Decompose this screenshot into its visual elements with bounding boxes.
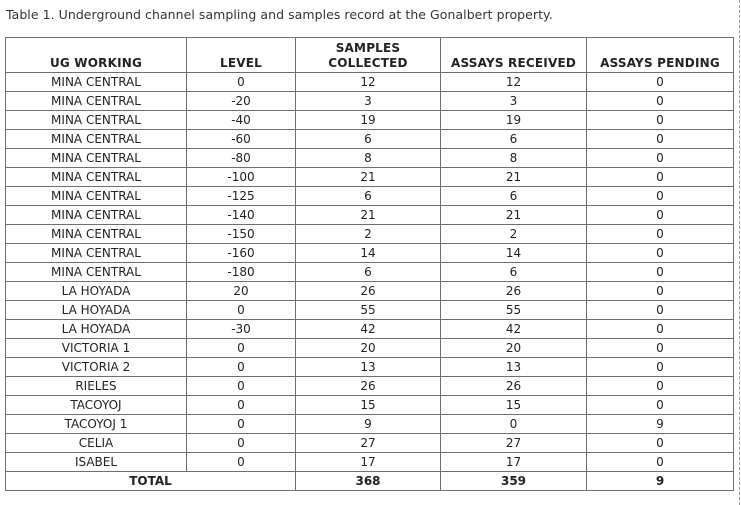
cell-ug-working: MINA CENTRAL <box>6 92 187 111</box>
cell-assays-pending: 0 <box>587 377 734 396</box>
cell-assays-pending: 0 <box>587 320 734 339</box>
cell-samples-collected: 9 <box>296 415 441 434</box>
cell-assays-received: 15 <box>441 396 587 415</box>
header-ug-working: UG WORKING <box>6 38 187 73</box>
total-pending: 9 <box>587 472 734 491</box>
cell-ug-working: MINA CENTRAL <box>6 73 187 92</box>
cell-level: 20 <box>187 282 296 301</box>
table-row <box>6 92 734 111</box>
cell-assays-pending: 0 <box>587 263 734 282</box>
header-level: LEVEL <box>187 38 296 73</box>
cell-assays-pending: 0 <box>587 358 734 377</box>
table-row <box>6 263 734 282</box>
cell-ug-working: VICTORIA 1 <box>6 339 187 358</box>
cell-level: -160 <box>187 244 296 263</box>
cell-samples-collected: 2 <box>296 225 441 244</box>
cell-samples-collected: 27 <box>296 434 441 453</box>
table-row <box>6 244 734 263</box>
cell-ug-working: MINA CENTRAL <box>6 225 187 244</box>
cell-assays-pending: 0 <box>587 244 734 263</box>
cell-ug-working: MINA CENTRAL <box>6 263 187 282</box>
cell-samples-collected: 3 <box>296 92 441 111</box>
cell-assays-received: 21 <box>441 206 587 225</box>
samples-table <box>5 37 734 491</box>
table-row <box>6 206 734 225</box>
cell-assays-received: 14 <box>441 244 587 263</box>
cell-assays-received: 2 <box>441 225 587 244</box>
cell-assays-pending: 0 <box>587 130 734 149</box>
cell-samples-collected: 55 <box>296 301 441 320</box>
cell-assays-received: 27 <box>441 434 587 453</box>
cell-level: -60 <box>187 130 296 149</box>
cell-ug-working: MINA CENTRAL <box>6 187 187 206</box>
header-samples-collected <box>296 38 441 73</box>
cell-assays-pending: 0 <box>587 301 734 320</box>
cell-assays-pending: 0 <box>587 206 734 225</box>
cell-level: 0 <box>187 301 296 320</box>
table-row <box>6 396 734 415</box>
cell-assays-pending: 0 <box>587 339 734 358</box>
cell-assays-received: 21 <box>441 168 587 187</box>
cell-samples-collected: 8 <box>296 149 441 168</box>
cell-assays-received: 3 <box>441 92 587 111</box>
table-row <box>6 358 734 377</box>
cell-assays-received: 0 <box>441 415 587 434</box>
header-row <box>6 38 734 73</box>
cell-assays-pending: 0 <box>587 434 734 453</box>
cell-assays-received: 20 <box>441 339 587 358</box>
cell-samples-collected: 26 <box>296 282 441 301</box>
cell-assays-received: 17 <box>441 453 587 472</box>
header-samples-line2: COLLECTED <box>328 56 408 70</box>
table-row <box>6 130 734 149</box>
table-row <box>6 149 734 168</box>
table-row <box>6 73 734 92</box>
cell-level: -30 <box>187 320 296 339</box>
cell-ug-working: MINA CENTRAL <box>6 244 187 263</box>
cell-assays-received: 6 <box>441 263 587 282</box>
cell-level: 0 <box>187 415 296 434</box>
cell-ug-working: MINA CENTRAL <box>6 206 187 225</box>
cell-level: 0 <box>187 453 296 472</box>
cell-assays-received: 55 <box>441 301 587 320</box>
total-received: 359 <box>441 472 587 491</box>
cell-assays-received: 13 <box>441 358 587 377</box>
cell-level: 0 <box>187 73 296 92</box>
cell-level: -80 <box>187 149 296 168</box>
cell-level: -125 <box>187 187 296 206</box>
cell-level: -180 <box>187 263 296 282</box>
cell-samples-collected: 12 <box>296 73 441 92</box>
cell-ug-working: MINA CENTRAL <box>6 168 187 187</box>
cell-assays-pending: 0 <box>587 149 734 168</box>
table-row <box>6 111 734 130</box>
cell-ug-working: TACOYOJ <box>6 396 187 415</box>
table-row <box>6 415 734 434</box>
table-row <box>6 377 734 396</box>
cell-ug-working: LA HOYADA <box>6 301 187 320</box>
cell-ug-working: MINA CENTRAL <box>6 111 187 130</box>
table-row <box>6 320 734 339</box>
cell-samples-collected: 14 <box>296 244 441 263</box>
cell-samples-collected: 21 <box>296 206 441 225</box>
cell-samples-collected: 13 <box>296 358 441 377</box>
total-collected: 368 <box>296 472 441 491</box>
cell-samples-collected: 6 <box>296 130 441 149</box>
cell-level: -100 <box>187 168 296 187</box>
cell-level: 0 <box>187 396 296 415</box>
header-assays-received: ASSAYS RECEIVED <box>441 38 587 73</box>
cell-level: -140 <box>187 206 296 225</box>
total-row <box>6 472 734 491</box>
cell-ug-working: TACOYOJ 1 <box>6 415 187 434</box>
cell-level: 0 <box>187 358 296 377</box>
cell-ug-working: ISABEL <box>6 453 187 472</box>
cell-level: 0 <box>187 339 296 358</box>
cell-samples-collected: 19 <box>296 111 441 130</box>
cell-samples-collected: 21 <box>296 168 441 187</box>
total-label: TOTAL <box>6 472 296 491</box>
cell-assays-received: 12 <box>441 73 587 92</box>
table-row <box>6 453 734 472</box>
cell-level: -20 <box>187 92 296 111</box>
cell-assays-received: 26 <box>441 282 587 301</box>
cell-assays-received: 42 <box>441 320 587 339</box>
cell-assays-pending: 0 <box>587 168 734 187</box>
cell-samples-collected: 6 <box>296 187 441 206</box>
table-row <box>6 434 734 453</box>
cell-assays-received: 26 <box>441 377 587 396</box>
table-row <box>6 187 734 206</box>
cell-ug-working: MINA CENTRAL <box>6 149 187 168</box>
cell-assays-pending: 0 <box>587 225 734 244</box>
header-samples-line1: SAMPLES <box>335 41 401 55</box>
cell-samples-collected: 26 <box>296 377 441 396</box>
cell-ug-working: VICTORIA 2 <box>6 358 187 377</box>
cell-assays-received: 8 <box>441 149 587 168</box>
cell-ug-working: MINA CENTRAL <box>6 130 187 149</box>
cell-assays-pending: 0 <box>587 73 734 92</box>
cell-samples-collected: 20 <box>296 339 441 358</box>
table-row <box>6 301 734 320</box>
table-row <box>6 282 734 301</box>
cell-assays-pending: 0 <box>587 396 734 415</box>
table-row <box>6 339 734 358</box>
cell-assays-pending: 0 <box>587 282 734 301</box>
table-body <box>6 73 734 472</box>
cell-ug-working: RIELES <box>6 377 187 396</box>
cell-assays-received: 6 <box>441 130 587 149</box>
table-row <box>6 225 734 244</box>
cell-level: 0 <box>187 434 296 453</box>
cell-assays-received: 19 <box>441 111 587 130</box>
cell-ug-working: CELIA <box>6 434 187 453</box>
cell-level: 0 <box>187 377 296 396</box>
cell-ug-working: LA HOYADA <box>6 320 187 339</box>
table-row <box>6 168 734 187</box>
header-assays-pending: ASSAYS PENDING <box>587 38 734 73</box>
cell-assays-pending: 0 <box>587 111 734 130</box>
cell-samples-collected: 15 <box>296 396 441 415</box>
cell-ug-working: LA HOYADA <box>6 282 187 301</box>
cell-level: -150 <box>187 225 296 244</box>
cell-assays-pending: 0 <box>587 453 734 472</box>
table-caption: Table 1. Underground channel sampling and samples record at the Gonalbert property. <box>6 7 553 22</box>
cell-assays-pending: 9 <box>587 415 734 434</box>
cell-samples-collected: 42 <box>296 320 441 339</box>
cell-assays-pending: 0 <box>587 92 734 111</box>
cell-assays-pending: 0 <box>587 187 734 206</box>
cell-assays-received: 6 <box>441 187 587 206</box>
cell-samples-collected: 6 <box>296 263 441 282</box>
cell-samples-collected: 17 <box>296 453 441 472</box>
page-border <box>739 0 740 505</box>
cell-level: -40 <box>187 111 296 130</box>
